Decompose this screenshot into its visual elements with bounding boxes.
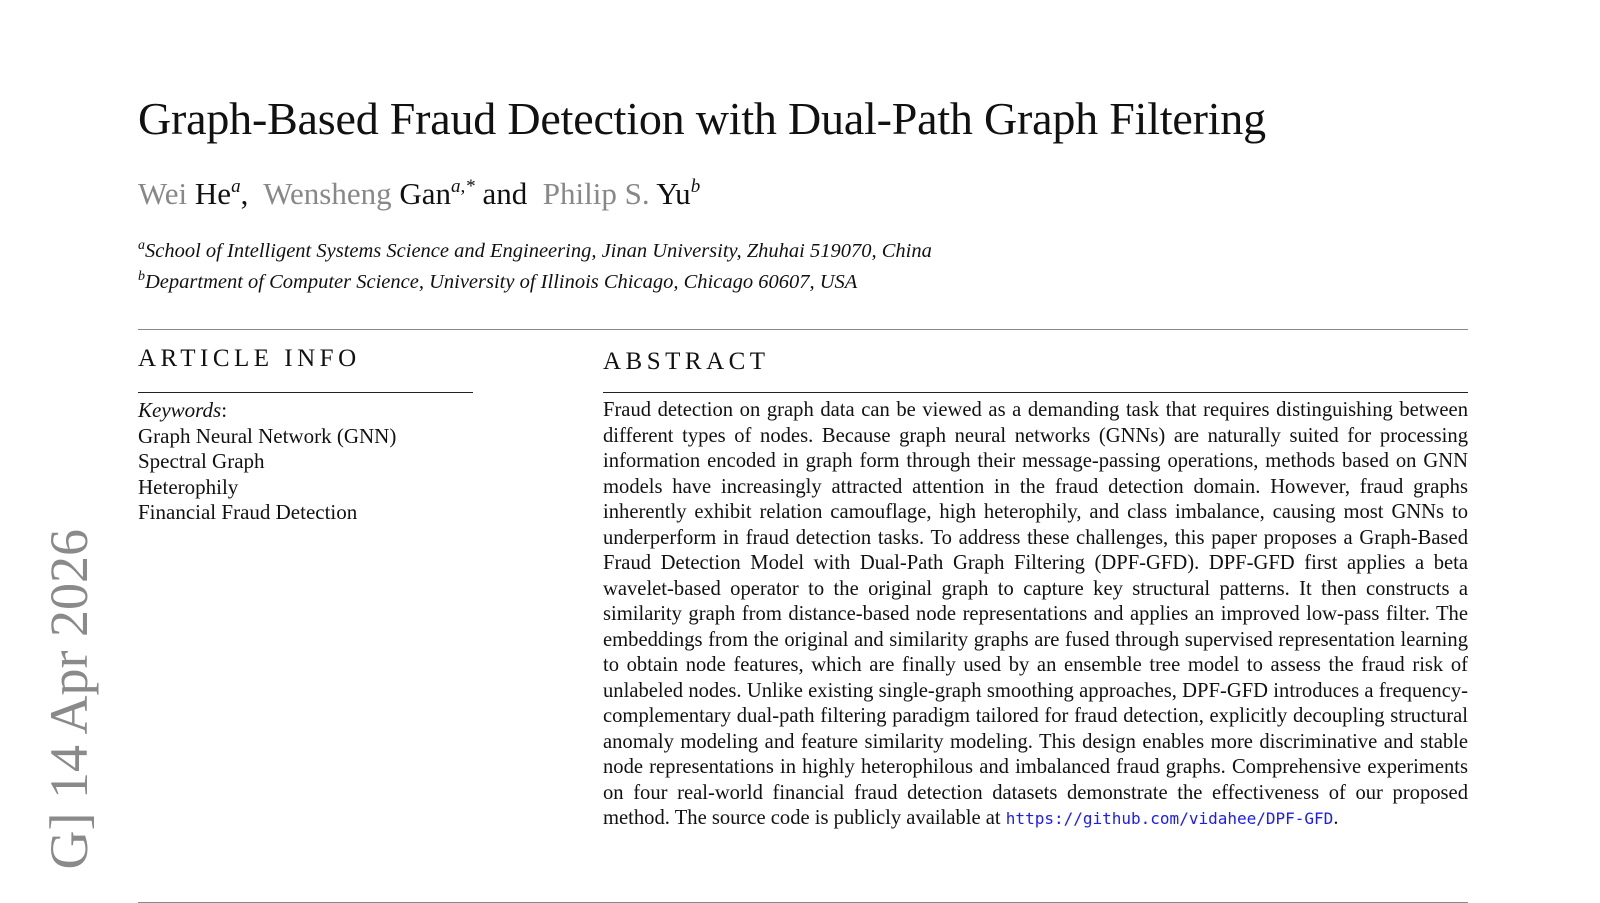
arxiv-stamp-text: G] 14 Apr 2026: [39, 529, 99, 870]
abstract-text: Fraud detection on graph data can be viewed as a demanding task that requires distinguishing between different types of nodes. Because graph neural networks (GNNs) are naturally suited for processing information encoded in graph form through their message-passing operations, methods based on GNN models have increasingly attracted attention in the fraud detection domain. However, fraud graphs inherently exhibit relation camouflage, high heterophily, and class imbalance, causing most GNNs to underperform in fraud detection tasks. To address these challenges, this paper proposes a Graph-Based Fraud Detection Model with Dual-Path Graph Filtering (DPF-GFD). DPF-GFD first applies a beta wavelet-based operator to the original graph to capture key structural patterns. It then constructs a similarity graph from distance-based node representations and applies an improved low-pass filter. The embeddings from the original and similarity graphs are fused through supervised representation learning to obtain node features, which are finally used by an ensemble tree model to assess the fraud risk of unlabeled nodes. Unlike existing single-graph smoothing approaches, DPF-GFD introduces a frequency-complementary dual-path filtering paradigm tailored for fraud detection, explicitly decoupling structural anomaly modeling and feature similarity modeling. This design enables more discriminative and stable node representations in highly heterophilous and imbalanced fraud graphs. Comprehensive experiments on four real-world financial fraud detection datasets demonstrate the effectiveness of our proposed method. The source code is publicly available at: [603, 399, 1468, 829]
keywords-label: Keywords: [138, 398, 222, 422]
author-2-last-name: Gan: [399, 176, 452, 211]
abstract-end: .: [1333, 807, 1339, 829]
keyword-item: Spectral Graph: [138, 449, 265, 473]
article-info-heading: ARTICLE INFO: [138, 345, 361, 372]
code-link[interactable]: https://github.com/vidahee/DPF-GFD: [1005, 809, 1334, 828]
affiliation-b: [138, 271, 857, 294]
header-divider: [138, 329, 1468, 330]
affiliation-b-mark: b: [138, 269, 145, 284]
paper-title: Graph-Based Fraud Detection with Dual-Path Graph Filtering: [138, 93, 1266, 144]
author-3-last-name: Yu: [656, 176, 691, 211]
affiliation-a: [138, 240, 932, 263]
author-3-affil-mark: b: [690, 176, 701, 197]
author-2-first-name: Wensheng: [263, 176, 392, 211]
author-list: [138, 176, 700, 212]
author-1-first-name: Wei: [138, 176, 188, 211]
keyword-item: Heterophily: [138, 474, 239, 499]
author-1-last-name: He: [194, 176, 232, 211]
affiliation-a-text: School of Intelligent Systems Science and Engineering, Jinan University, Zhuhai 519070, China: [145, 240, 932, 262]
keyword-item: Graph Neural Network (GNN): [138, 423, 397, 448]
affiliation-a-mark: a: [138, 238, 145, 253]
author-separator-1: ,: [240, 176, 249, 211]
affiliation-b-text: Department of Computer Science, University of Illinois Chicago, Chicago 60607, USA: [145, 271, 858, 293]
abstract-body: [603, 398, 1468, 832]
keyword-item: Financial Fraud Detection: [138, 500, 358, 524]
abstract-heading: ABSTRACT: [603, 348, 770, 375]
article-info-rule: [138, 392, 473, 393]
author-1-affil-mark: a: [231, 176, 241, 197]
arxiv-side-stamp: [39, 529, 99, 899]
author-2-affil-mark: a,*: [451, 176, 475, 197]
author-3-first-name: Philip S.: [542, 176, 650, 211]
abstract-rule: [603, 392, 1468, 393]
author-separator-2: and: [482, 176, 528, 211]
keyword-list: Keywords: Graph Neural Network (GNN) Spectral Graph Heterophily Financial Fraud Detection: [138, 398, 397, 524]
